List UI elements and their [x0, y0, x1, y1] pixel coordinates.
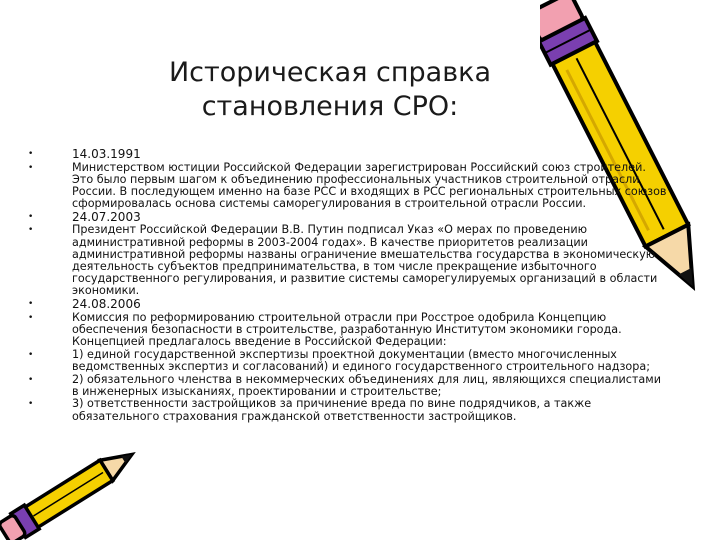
date-text: 14.03.1991 — [72, 147, 141, 161]
history-list — [28, 148, 668, 423]
list-item — [28, 224, 668, 297]
bullet: • — [28, 374, 34, 385]
item-text: Комиссия по реформированию строительной отрасли при Росстрое одобрила Концепцию обеспечения безопасности в строительстве, разработанную Институтом экономики города. Концепцией предлагалось введение в Российской Федерации: — [72, 310, 622, 348]
list-item — [28, 298, 668, 311]
list-item — [28, 148, 668, 161]
list-item — [28, 374, 668, 398]
pencil-icon-bottom-left — [0, 430, 150, 540]
list-item — [28, 398, 668, 422]
bullet: • — [28, 211, 34, 222]
date-text: 24.07.2003 — [72, 209, 141, 224]
title-line-1: Историческая справка — [168, 57, 491, 88]
bullet: • — [28, 312, 34, 323]
bullet: • — [28, 349, 34, 360]
item-text: 2) обязательного членства в некоммерческих объединениях для лиц, являющихся специалистами в инженерных изысканиях, проектировании и строительстве; — [72, 372, 661, 398]
list-item — [28, 312, 668, 349]
bullet: • — [28, 225, 34, 236]
slide-title — [130, 56, 530, 124]
item-text: 3) ответственности застройщиков за причинение вреда по вине подрядчиков, а также обязательного страхования гражданской ответственности застройщиков. — [72, 397, 592, 423]
title-line-2: становления СРО: — [201, 91, 459, 122]
item-text: Министерством юстиции Российской Федерации зарегистрирован Российский союз строителей. Это было первым шагом к объединению профессиональных участников строительной отрасли России. В последующем именно на базе РСС и входящих в РСС региональных строительных союзов сформировалась основа системы саморегулирования в строительной отрасли России. — [72, 160, 667, 211]
bullet: • — [28, 149, 34, 159]
item-text: Президент Российской Федерации В.В. Путин подписал Указ «О мерах по проведению административной реформы в 2003-2004 годах». В качестве приоритетов реализации административной реформы названы ограничение вмешательства государства в экономическую деятельность субъектов предпринимательства, в том числе прекращение избыточного государственного регулирования, и развитие системы саморегулируемых организаций в области экономики. — [72, 223, 658, 298]
bullet: • — [28, 399, 34, 410]
item-text: 1) единой государственной экспертизы проектной документации (вместо многочисленных ведомственных экспертиз и согласований) и единого государственного строительного надзора; — [72, 347, 650, 373]
bullet: • — [28, 162, 34, 173]
list-item — [28, 349, 668, 373]
list-item — [28, 211, 668, 224]
bullet: • — [28, 299, 34, 310]
date-text: 24.08.2006 — [72, 297, 141, 312]
list-item — [28, 162, 668, 211]
